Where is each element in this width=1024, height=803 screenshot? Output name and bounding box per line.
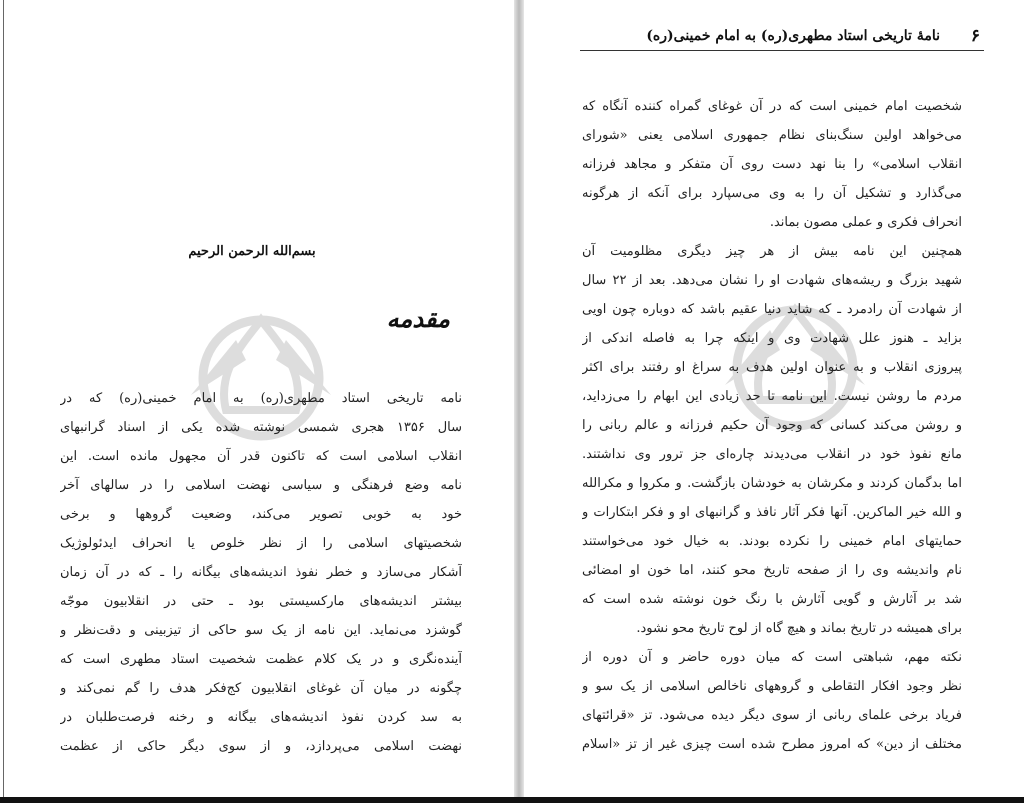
- chapter-heading: مقدمه: [386, 304, 450, 333]
- text-line: آشکار می‌سازد و خطر نفوذ اندیشه‌های بیگانه را ـ که در آن زمان: [60, 565, 462, 580]
- text-line: حمایتهای امام خمینی را نکرده بودند. به خیال خود می‌خواستند: [582, 534, 962, 549]
- text-line: همچنین این نامه بیش از هر چیز دیگری مظلومیت آن: [582, 244, 962, 259]
- text-line: و الله خیر الماکرین. آنها فکر آثار نافذ و گرانبهای او و فکر ابتکارات و: [582, 505, 962, 520]
- text-line: فریاد برخی علمای ربانی از سوی دیگر دیده می‌شود. تز «قرائتهای: [582, 708, 962, 723]
- text-line: و روشن می‌کند کسانی که وجود آن حکیم فرزانه و عالم ربانی را: [582, 418, 962, 433]
- running-header: [580, 24, 984, 51]
- text-line: نظر وجود افکار التقاطی و گروههای ناخالص اسلامی از یک سو و: [582, 679, 962, 694]
- right-page: [524, 0, 1024, 797]
- text-line: آینده‌نگری و در یک کلام عظمت شخصیت استاد مطهری است که: [60, 652, 462, 667]
- text-line: چگونه در میان آن غوغای انقلابیون کج‌فکر هدف را گم نمی‌کند و: [60, 681, 462, 696]
- left-page: [0, 0, 514, 797]
- page-number: ۶: [970, 26, 980, 46]
- text-line: به سد کردن نفوذ اندیشه‌های بیگانه و رخنه فرصت‌طلبان در: [60, 710, 462, 725]
- text-line: شخصیتهای اسلامی را از نظر خلوص یا انحراف ایدئولوژیک: [60, 536, 462, 551]
- text-line: از شهادت آن رادمرد ـ که شاید دنیا عقیم باشد که دوباره چون اویی: [582, 302, 962, 317]
- text-line: بزاید ـ هنوز علل شهادت وی و اینکه چرا به فاصله اندکی از: [582, 331, 962, 346]
- text-line: برای همیشه در تاریخ بماند و هیچ گاه از لوح تاریخ محو نشود.: [636, 621, 962, 636]
- text-line: شخصیت امام خمینی است که در آن غوغای گمراه کننده آنگاه که: [582, 99, 962, 114]
- text-line: انقلاب اسلامی» را بنا نهد دست روی آن متفکر و مجاهد فرزانه: [582, 157, 962, 172]
- right-page-text: [582, 92, 962, 759]
- text-line: اما بدگمان کردند و مکرشان به خودشان بازگشت. و مکروا و مکرالله: [582, 476, 962, 491]
- text-line: انحراف فکری و عملی مصون بماند.: [769, 215, 962, 230]
- text-line: شد بر آثارش و گویی آثارش با رنگ خون نوشته شده است که: [582, 592, 962, 607]
- text-line: نام واندیشه وی را از صفحه تاریخ محو کنند، اما خون او امضائی: [582, 563, 962, 578]
- book-gutter: [514, 0, 524, 797]
- text-line: خود به خوبی تصویر می‌کند، وضعیت گروهها و برخی: [60, 507, 462, 522]
- screen-bottom-bar: [0, 797, 1024, 803]
- text-line: انقلاب اسلامی است که تاکنون قدر آن مجهول مانده است. این: [60, 449, 462, 464]
- text-line: نکته مهم، شباهتی است که میان دوره حاضر و آن دوره از: [582, 650, 962, 665]
- text-line: مختلف از دین» که امروز مطرح شده است چیزی غیر از تز «اسلام: [582, 737, 962, 752]
- text-line: پیروزی انقلاب و به عنوان اولین هدف به سراغ او رفتند برای اکثر: [582, 360, 962, 375]
- running-title: نامهٔ تاریخی استاد مطهری(ره) به امام خمینی(ره): [646, 28, 940, 44]
- text-line: نامه وضع فرهنگی و سیاسی نهضت اسلامی را در سالهای آخر: [60, 478, 462, 493]
- text-line: مانع نفوذ خود در انقلاب می‌دیدند چاره‌ای جز ترور وی نداشتند.: [582, 447, 962, 462]
- text-line: نامه تاریخی استاد مطهری(ره) به امام خمینی(ره) که در: [60, 391, 462, 406]
- page-frame-line: [3, 0, 4, 797]
- text-line: سال ۱۳۵۶ هجری شمسی نوشته شده یکی از اسناد گرانبهای: [60, 420, 462, 435]
- left-page-text: [60, 384, 462, 761]
- text-line: مردم ما روشن نیست. این نامه تا حد زیادی این ابهام را می‌زداید،: [582, 389, 962, 404]
- text-line: شهید بزرگ و ریشه‌های شهادت او را نشان می‌دهد. بعد از ۲۲ سال: [582, 273, 962, 288]
- text-line: می‌خواهد اولین سنگ‌بنای نظام جمهوری اسلامی یعنی «شورای: [582, 128, 962, 143]
- text-line: بیشتر اندیشه‌های مارکسیستی بود ـ حتی در انقلابیون موجّه: [60, 594, 462, 609]
- text-line: می‌گذارد و تشکیل آن را به وی می‌سپارد برای آنکه از هرگونه: [582, 186, 962, 201]
- text-line: نهضت اسلامی می‌پردازد، و از سوی دیگر حاکی از عظمت: [60, 739, 462, 754]
- basmala: بسم‌الله الرحمن الرحیم: [188, 244, 316, 259]
- text-line: گوشزد می‌نماید. این نامه از یک سو حاکی از تیزبینی و دقت‌نظر و: [60, 623, 462, 638]
